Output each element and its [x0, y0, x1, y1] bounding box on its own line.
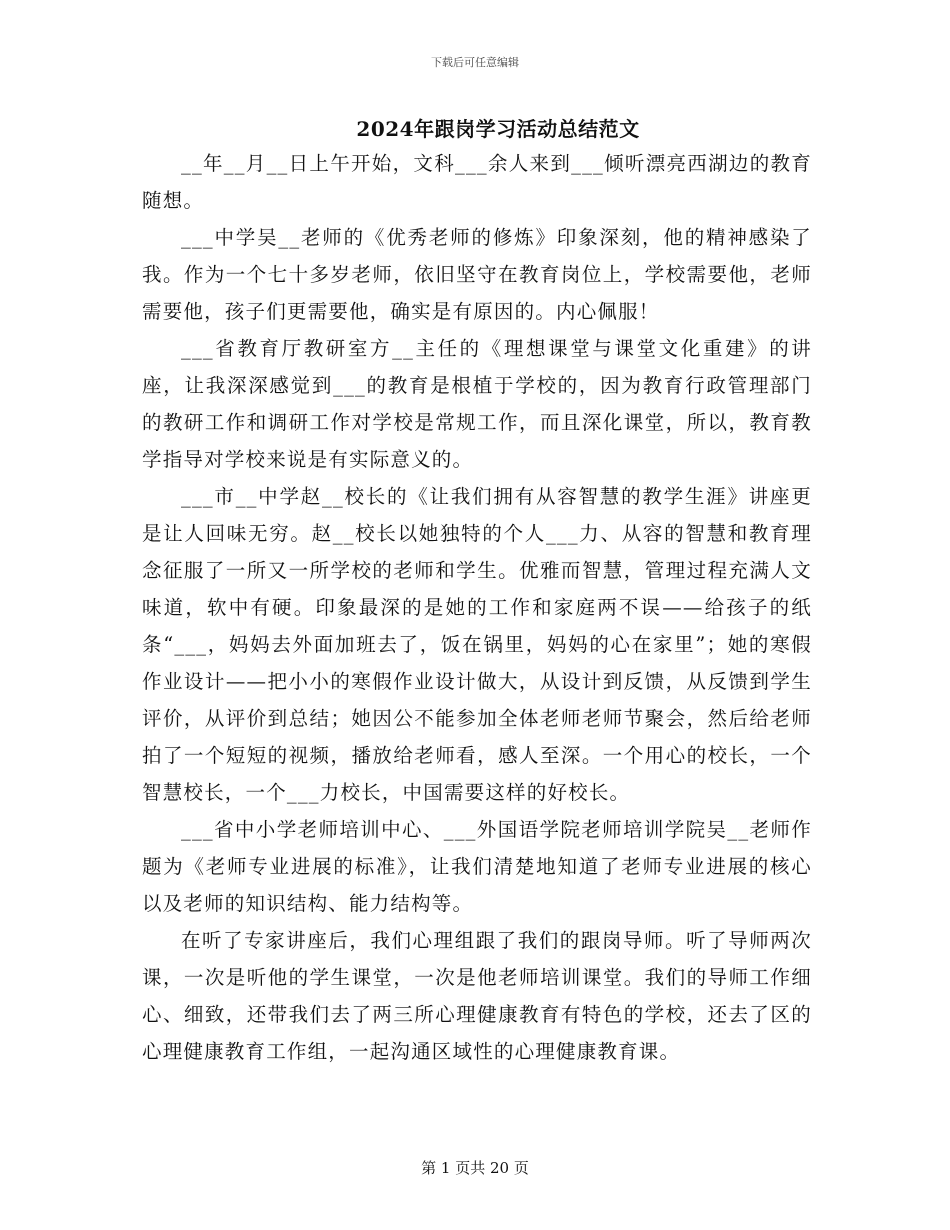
page-number-footer: 第 1 页共 20 页 — [421, 1159, 529, 1177]
paragraph-4: ___市__中学赵__校长的《让我们拥有从容智慧的教学生涯》讲座更是让人回味无穷。赵__校长以她独特的个人___力、从容的智慧和教育理念征服了一所又一所学校的老师和学生。优雅而智慧，管理过程充满人文味道，软中有硬。印象最深的是她的工作和家庭两不误——给孩子的纸条“___，妈妈去外面加班去了，饭在锅里，妈妈的心在家里”；她的寒假作业设计——把小小的寒假作业设计做大，从设计到反馈，从反馈到学生评价，从评价到总结；她因公不能参加全体老师老师节聚会，然后给老师拍了一个短短的视频，播放给老师看，感人至深。一个用心的校长，一个智慧校长，一个___力校长，中国需要这样的好校长。 — [142, 485, 812, 804]
paragraph-6: 在听了专家讲座后，我们心理组跟了我们的跟岗导师。听了导师两次课，一次是听他的学生课堂，一次是他老师培训课堂。我们的导师工作细心、细致，还带我们去了两三所心理健康教育有特色的学校，还去了区的心理健康教育工作组，一起沟通区域性的心理健康教育课。 — [142, 929, 812, 1063]
paragraph-3: ___省教育厅教研室方__主任的《理想课堂与课堂文化重建》的讲座，让我深深感觉到___的教育是根植于学校的，因为教育行政管理部门的教研工作和调研工作对学校是常规工作，而且深化课堂，所以，教育教学指导对学校来说是有实际意义的。 — [142, 337, 812, 471]
document-title: 2024年跟岗学习活动总结范文 — [356, 117, 640, 141]
page-header-note: 下载后可任意编辑 — [431, 56, 519, 69]
paragraph-1: __年__月__日上午开始，文科___余人来到___倾听漂亮西湖边的教育随想。 — [142, 152, 812, 212]
paragraph-5: ___省中小学老师培训中心、___外国语学院老师培训学院吴__老师作题为《老师专业进展的标准》，让我们清楚地知道了老师专业进展的核心以及老师的知识结构、能力结构等。 — [142, 818, 812, 915]
paragraph-2: ___中学吴__老师的《优秀老师的修炼》印象深刻，他的精神感染了我。作为一个七十多岁老师，依旧坚守在教育岗位上，学校需要他，老师需要他，孩子们更需要他，确实是有原因的。内心佩服！ — [142, 226, 812, 323]
document-body — [142, 145, 812, 1070]
